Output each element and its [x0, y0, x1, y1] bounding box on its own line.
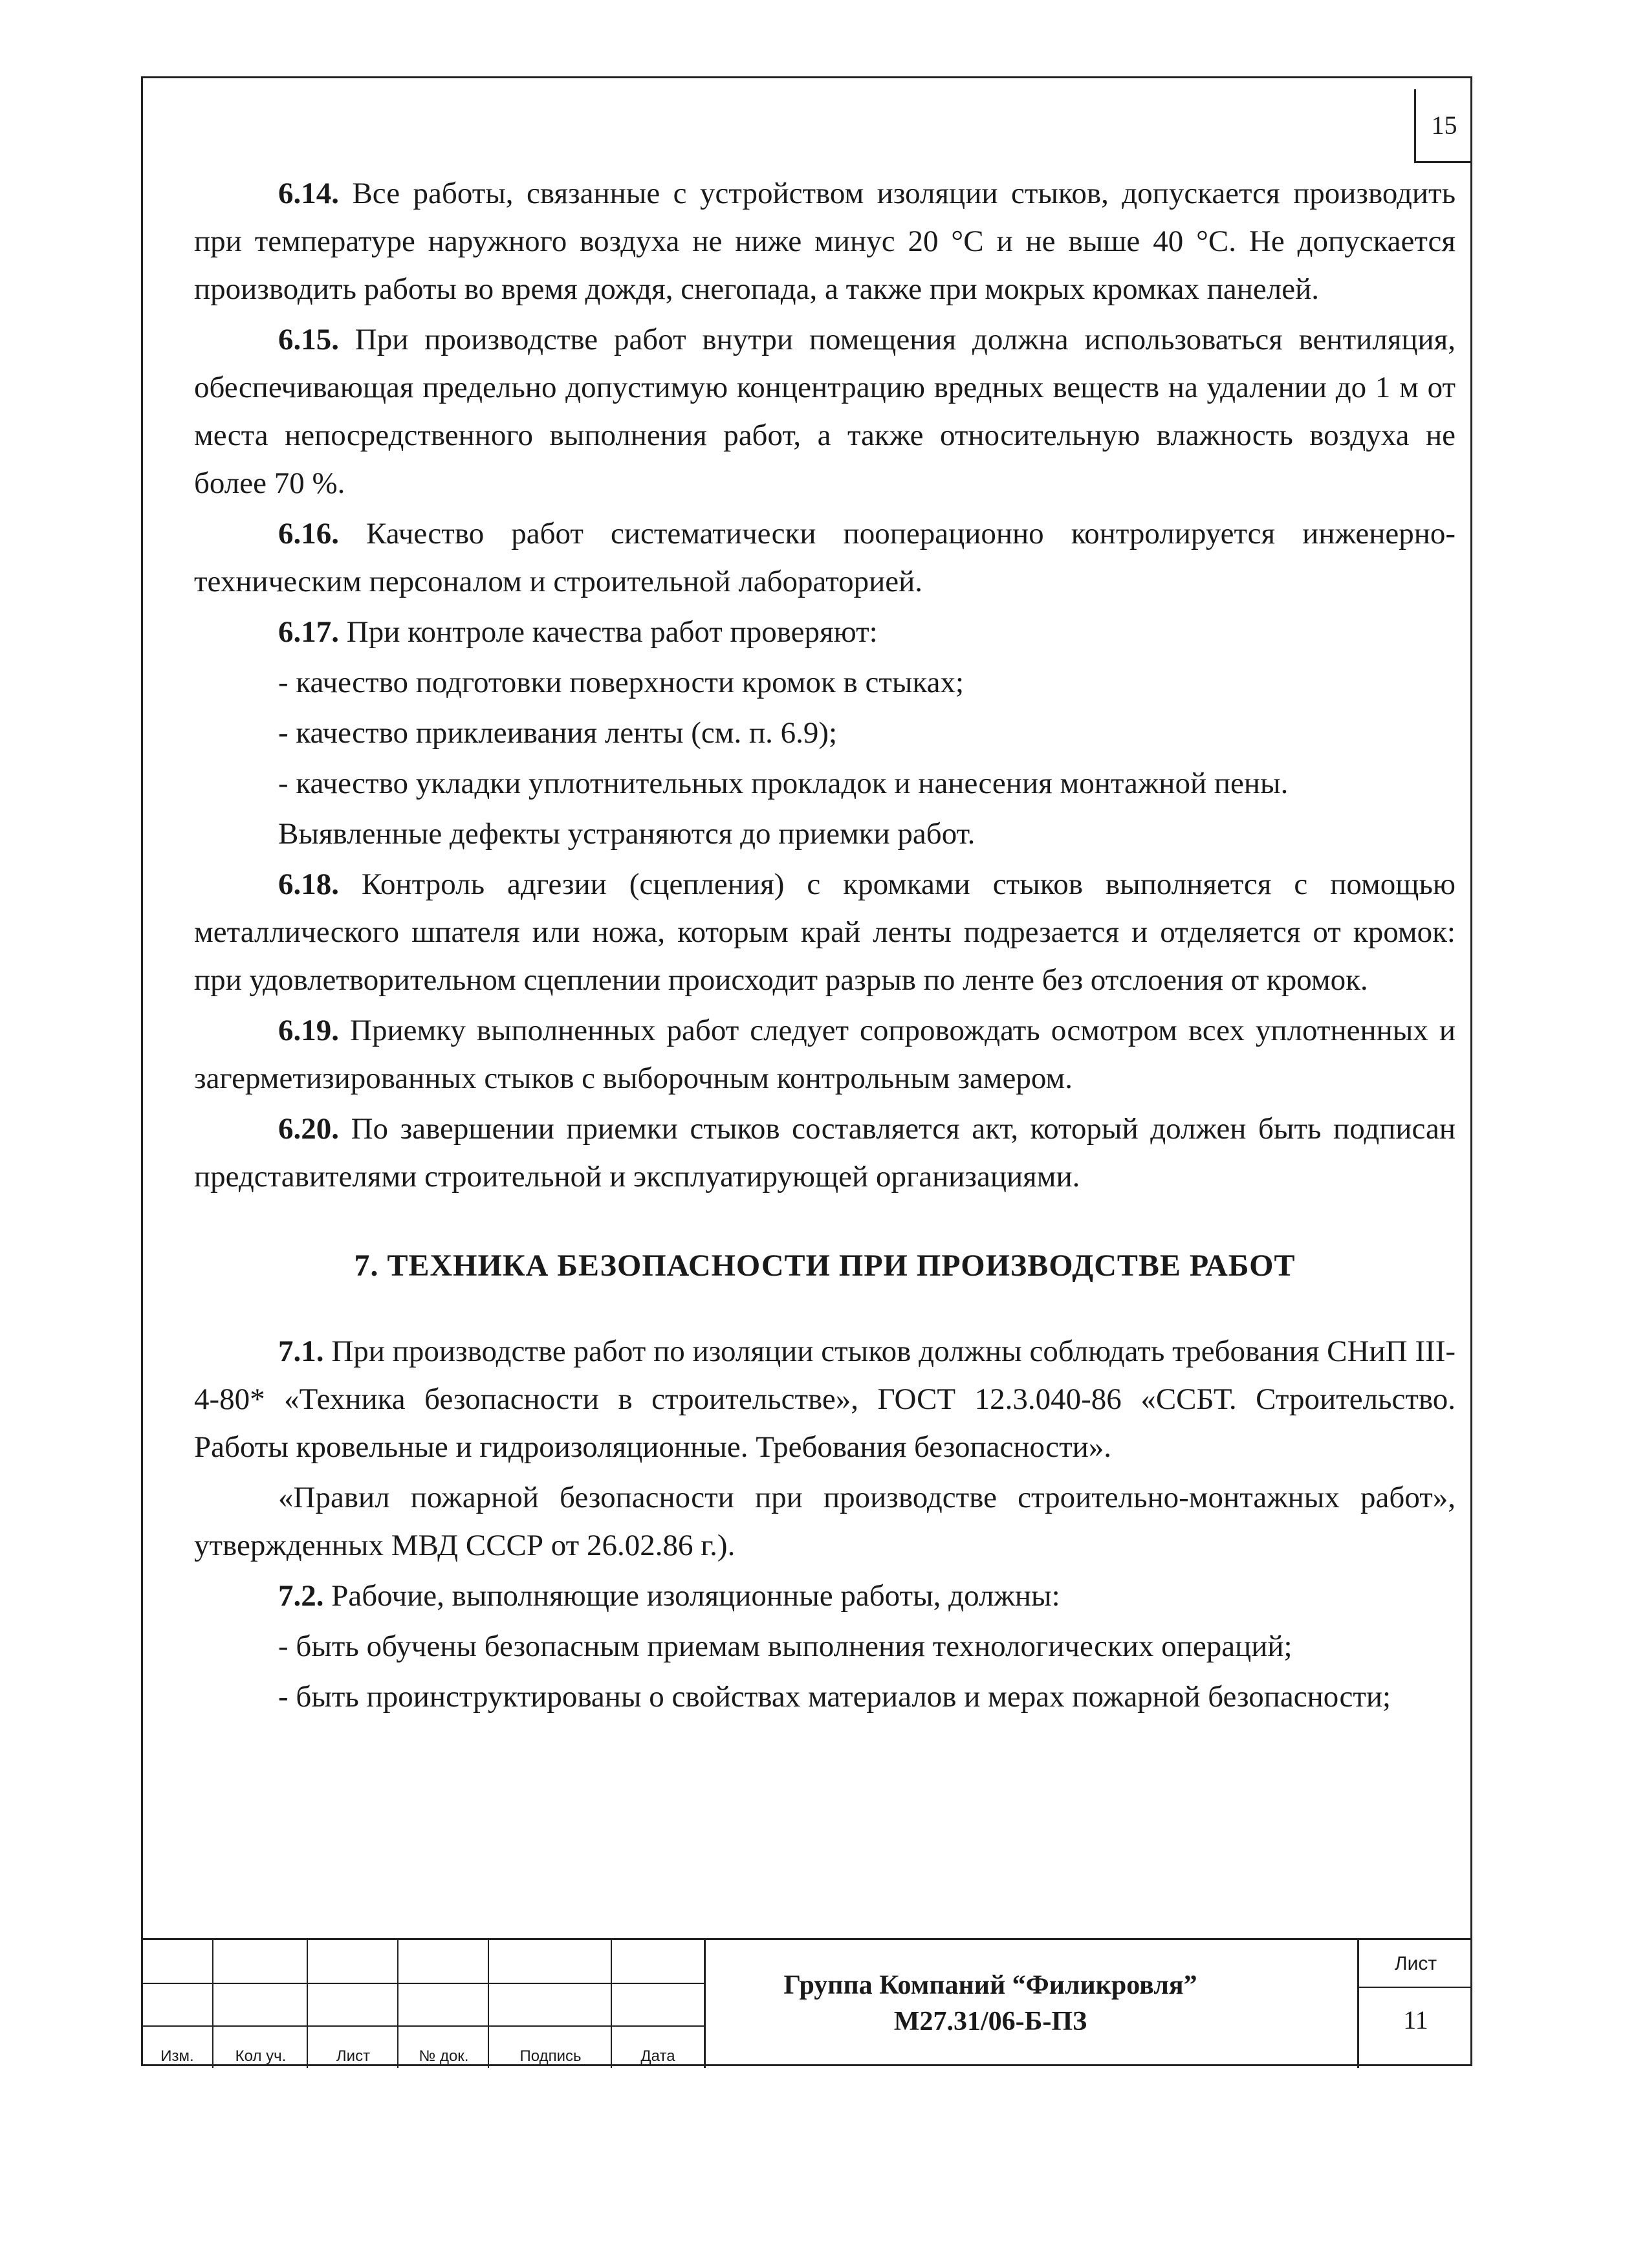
clause-text: При контроле качества работ проверяют:	[346, 615, 878, 649]
grid-col-date	[612, 1940, 704, 2068]
paragraph-6-18	[194, 860, 1456, 1004]
document-code: М27.31/06-Б-ПЗ	[893, 2007, 1087, 2036]
sheet-label: Лист	[1394, 1953, 1437, 1974]
paragraph-7-2	[194, 1572, 1456, 1620]
company-name: Группа Компаний “Филикровля”	[783, 1970, 1197, 2000]
title-block	[141, 1938, 1472, 2066]
paragraph-6-16	[194, 510, 1456, 605]
paragraph-6-14	[194, 169, 1456, 313]
sheet-divider	[1359, 1987, 1472, 1988]
label-kol: Кол уч.	[235, 2047, 287, 2065]
clause-text: Все работы, связанные с устройством изоляции стыков, допускается производить при температуре наружного воздуха не ниже минус 20 °С и не выше 40 °С. Не допускается производить работы во время дождя, снегопада, а также при мокрых кромках панелей.	[194, 177, 1456, 306]
list-item: - быть проинструктированы о свойствах материалов и мерах пожарной безопасности;	[278, 1680, 1391, 1714]
grid-col-kol	[213, 1940, 308, 2068]
list-item: - быть обучены безопасным приемам выполнения технологических операций;	[278, 1630, 1292, 1663]
clause-number: 6.15.	[278, 323, 339, 356]
clause-number: 6.20.	[278, 1112, 339, 1146]
list-item: - качество приклеивания ленты (см. п. 6.9);	[278, 716, 838, 750]
clause-text: По завершении приемки стыков составляется акт, который должен быть подписан представителями строительной и эксплуатирующей организациями.	[194, 1112, 1456, 1194]
paragraph-6-20	[194, 1105, 1456, 1201]
grid-col-izm	[141, 1940, 213, 2068]
label-list: Лист	[336, 2047, 371, 2065]
clause-text: При производстве работ внутри помещения должна использоваться вентиляция, обеспечивающая предельно допустимую концентрацию вредных веществ на удалении до 1 м от места непосредственного выполнения работ, а также относительную влажность воздуха не более 70 %.	[194, 323, 1456, 500]
clause-text: Качество работ систематически пооперационно контролируется инженерно-техническим персоналом и строительной лабораторией.	[194, 517, 1456, 598]
paragraph-6-15	[194, 316, 1456, 507]
revision-grid	[141, 1940, 704, 2068]
defects-note: Выявленные дефекты устраняются до приемки работ.	[278, 817, 976, 851]
label-date: Дата	[640, 2047, 675, 2065]
grid-col-doc	[398, 1940, 489, 2068]
clause-text: При производстве работ по изоляции стыков должны соблюдать требования СНиП III-4-80* «Техника безопасности в строительстве», ГОСТ 12.3.040-86 «ССБТ. Строительство. Работы кровельные и гидроизоляционные. Требования безопасности».	[194, 1335, 1456, 1464]
sheet-number: 11	[1403, 2005, 1428, 2034]
label-izm: Изм.	[160, 2047, 194, 2065]
paragraph-6-17	[194, 608, 1456, 656]
clause-number: 6.18.	[278, 867, 339, 901]
clause-text: Рабочие, выполняющие изоляционные работы, должны:	[331, 1579, 1060, 1613]
paragraph-7-1-continued: «Правил пожарной безопасности при производстве строительно-монтажных работ», утвержденных МВД СССР от 26.02.86 г.).	[194, 1481, 1456, 1562]
list-item: - качество укладки уплотнительных прокладок и нанесения монтажной пены.	[278, 767, 1289, 800]
clause-number: 6.14.	[278, 177, 339, 210]
section-heading: 7. ТЕХНИКА БЕЗОПАСНОСТИ ПРИ ПРОИЗВОДСТВЕ РАБОТ	[354, 1248, 1296, 1283]
list-item: - качество подготовки поверхности кромок в стыках;	[278, 666, 965, 699]
paragraph-6-19	[194, 1007, 1456, 1102]
clause-number: 6.17.	[278, 615, 339, 649]
document-body	[194, 169, 1456, 1723]
clause-number: 6.16.	[278, 517, 339, 551]
clause-number: 6.19.	[278, 1014, 339, 1047]
clause-number: 7.1.	[278, 1335, 324, 1368]
sheet-box	[1357, 1940, 1472, 2068]
grid-col-list	[308, 1940, 398, 2068]
clause-number: 7.2.	[278, 1579, 324, 1613]
paragraph-7-1	[194, 1327, 1456, 1471]
clause-text: Приемку выполненных работ следует сопровождать осмотром всех уплотненных и загерметизированных стыков с выборочным контрольным замером.	[194, 1014, 1456, 1095]
grid-col-sign	[489, 1940, 612, 2068]
clause-text: Контроль адгезии (сцепления) с кромками стыков выполняется с помощью металлического шпателя или ножа, которым край ленты подрезается и отделяется от кромок: при удовлетворительном сцеплении происходит разрыв по ленте без отслоения от кромок.	[194, 867, 1456, 997]
label-sign: Подпись	[519, 2047, 582, 2065]
label-doc: № док.	[419, 2047, 469, 2065]
page-number: 15	[1414, 89, 1472, 163]
